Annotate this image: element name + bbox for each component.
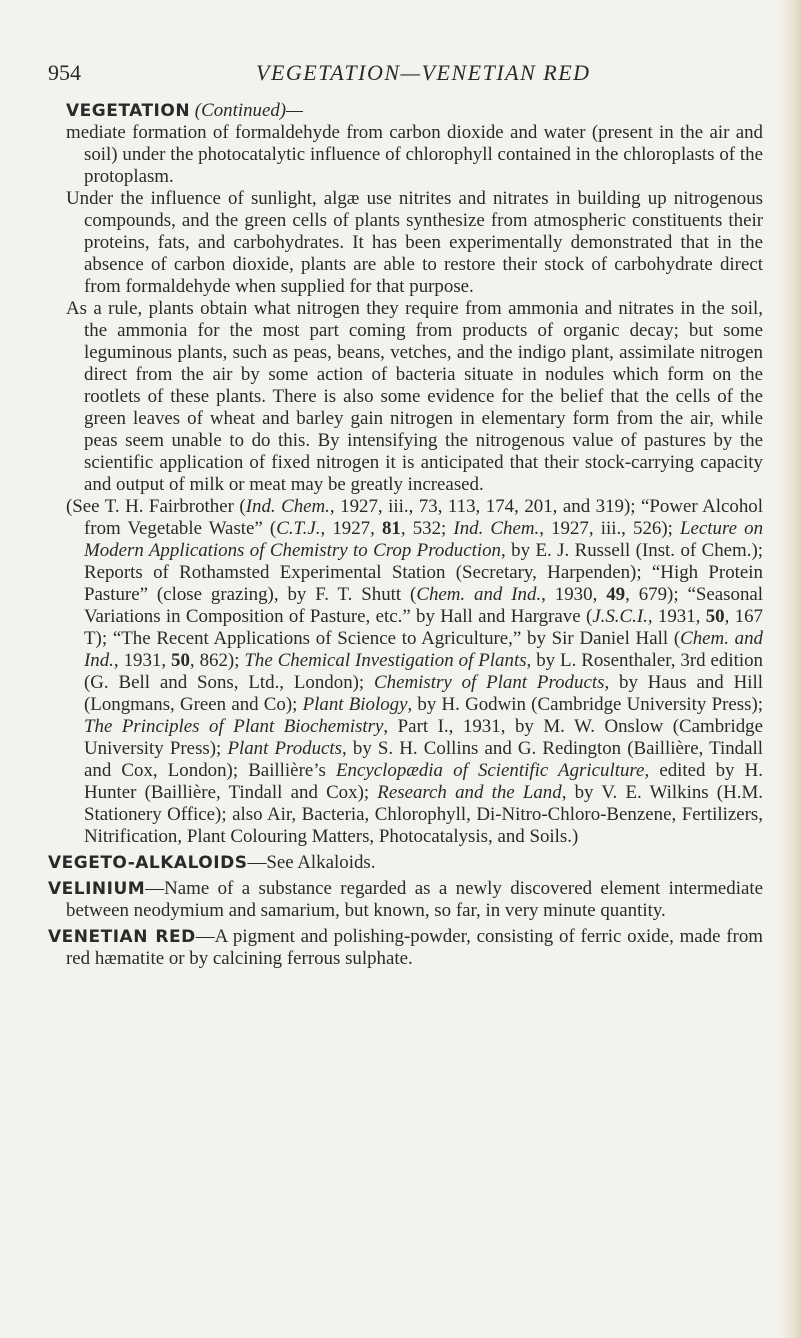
ref-text: , 1927, iii., 526); [539,518,680,539]
vegeto-alkaloids-text: —See Alkaloids. [247,852,376,873]
ref-journal: Ind. Chem. [453,518,540,539]
ref-text: , 1927, [320,518,382,539]
headword-venetian-red: VENETIAN RED [48,927,196,947]
ref-title: Chemistry of Plant Products [374,672,605,693]
ref-text: , by E. J. Russell (Inst. of Chem.); Reports of Rothamsted Experimental Station (Secretary, Harpenden); “High Protein Pasture” (close grazing), by F. T. Shutt ( [84,540,763,605]
ref-text: , 1931, [647,606,706,627]
ref-text: , 1931, [113,650,172,671]
ref-text: , Part I., 1931, by M. W. Onslow (Cambridge University Press); [84,716,763,759]
ref-title: Plant Biology [302,694,408,715]
vegetation-paragraph-1 [66,100,763,122]
ref-volume: 50 [705,606,725,627]
headword-vegeto-alkaloids: VEGETO-ALKALOIDS [48,853,248,873]
ref-journal: Chem. and Ind. [416,584,542,605]
ref-text: , by L. Rosenthaler, 3rd edition (G. Bell and Sons, Ltd., London); [84,650,763,693]
page-number: 954 [48,60,81,85]
ref-journal: C.T.J. [276,518,321,539]
ref-text: , by S. H. Collins and G. Redington (Baillière, Tindall and Cox, London); Baillière’s [84,738,763,781]
page-body [48,100,763,974]
page-edge [779,0,801,1338]
running-header [48,60,748,90]
ref-volume: 49 [606,584,626,605]
ref-text: , 1927, iii., 73, 113, 174, 201, and 319); “Power Alcohol from Vegetable Waste” ( [84,496,763,539]
ref-title: The Chemical Investigation of Plants [244,650,527,671]
ref-text: , 1930, [541,584,607,605]
ref-title: The Principles of Plant Biochemistry [84,716,384,737]
entry-vegeto-alkaloids [48,852,763,874]
ref-text: , by Haus and Hill (Longmans, Green and Co); [84,672,763,715]
headword-velinium: VELINIUM [48,879,146,899]
vegetation-text-1: mediate formation of formaldehyde from carbon dioxide and water (present in the air and soil) under the photocatalytic influence of chlorophyll contained in the chloroplasts of the protoplasm. [66,122,763,187]
ref-journal: J.S.C.I. [592,606,648,627]
ref-title: Research and the Land [377,782,562,803]
ref-journal: Ind. Chem. [245,496,330,517]
entry-venetian-red [48,926,763,970]
continued-label: (Continued)— [194,100,303,121]
ref-title: Encyclopædia of Scientific Agriculture [335,760,645,781]
ref-text: , by V. E. Wilkins (H.M. Stationery Office); also Air, Bacteria, Chlorophyll, Di-Nitro-Chloro-Benzene, Fertilizers, Nitrification, Plant Colouring Matters, Photocatalysis, and Soils.) [84,782,763,847]
ref-text: , 167 T); “The Recent Applications of Science to Agriculture,” by Sir Daniel Hall ( [84,606,764,649]
ref-title: Plant Products [227,738,343,759]
ref-text: , 679); “Seasonal Variations in Composition of Pasture, etc.” by Hall and Hargrave ( [84,584,764,627]
vegetation-references [66,496,763,848]
ref-text: , 532; [400,518,454,539]
vegetation-paragraph-2: Under the influence of sunlight, algæ use nitrites and nitrates in building up nitrogenous compounds, and the green cells of plants synthesize from atmospheric constituents their proteins, fats, and carbohydrates. It has been experimentally demonstrated that in the absence of carbon dioxide, plants are able to restore their stock of carbohydrate direct from formaldehyde when supplied for that purpose. [66,188,763,297]
entry-vegetation [48,100,763,848]
running-title: VEGETATION—VENETIAN RED [256,60,591,85]
ref-text: , edited by H. Hunter (Baillière, Tindall and Cox); [84,760,763,803]
ref-text: (See T. H. Fairbrother ( [66,496,246,517]
ref-journal: Chem. and Ind. [84,628,764,671]
ref-text: , 862); [189,650,245,671]
ref-volume: 81 [381,518,401,539]
venetian-red-text: —A pigment and polishing-powder, consisting of ferric oxide, made from red hæmatite or by calcining ferrous sulphate. [66,926,763,969]
ref-text: , by H. Godwin (Cambridge University Press); [407,694,763,715]
vegetation-paragraph-3: As a rule, plants obtain what nitrogen they require from ammonia and nitrates in the soil, the ammonia for the most part coming from products of organic decay; but some leguminous plants, such as peas, beans, vetches, and the indigo plant, assimilate nitrogen direct from the air by some action of bacteria situate in nodules which form on the rootlets of these plants. There is also some evidence for the belief that the cells of the green leaves of wheat and barley gain nitrogen in elementary form from the air, while peas seem unable to do this. By intensifying the nitrogenous value of pastures by the scientific application of fixed nitrogen it is anticipated that their stock-carrying capacity and output of milk or meat may be greatly increased. [66,298,763,495]
ref-title: Lecture on Modern Applications of Chemistry to Crop Production [84,518,764,561]
ref-volume: 50 [171,650,190,671]
entry-velinium [48,878,763,922]
velinium-text: —Name of a substance regarded as a newly discovered element intermediate between neodymium and samarium, but known, so far, in very minute quantity. [66,878,763,921]
headword-vegetation: VEGETATION [66,101,191,121]
